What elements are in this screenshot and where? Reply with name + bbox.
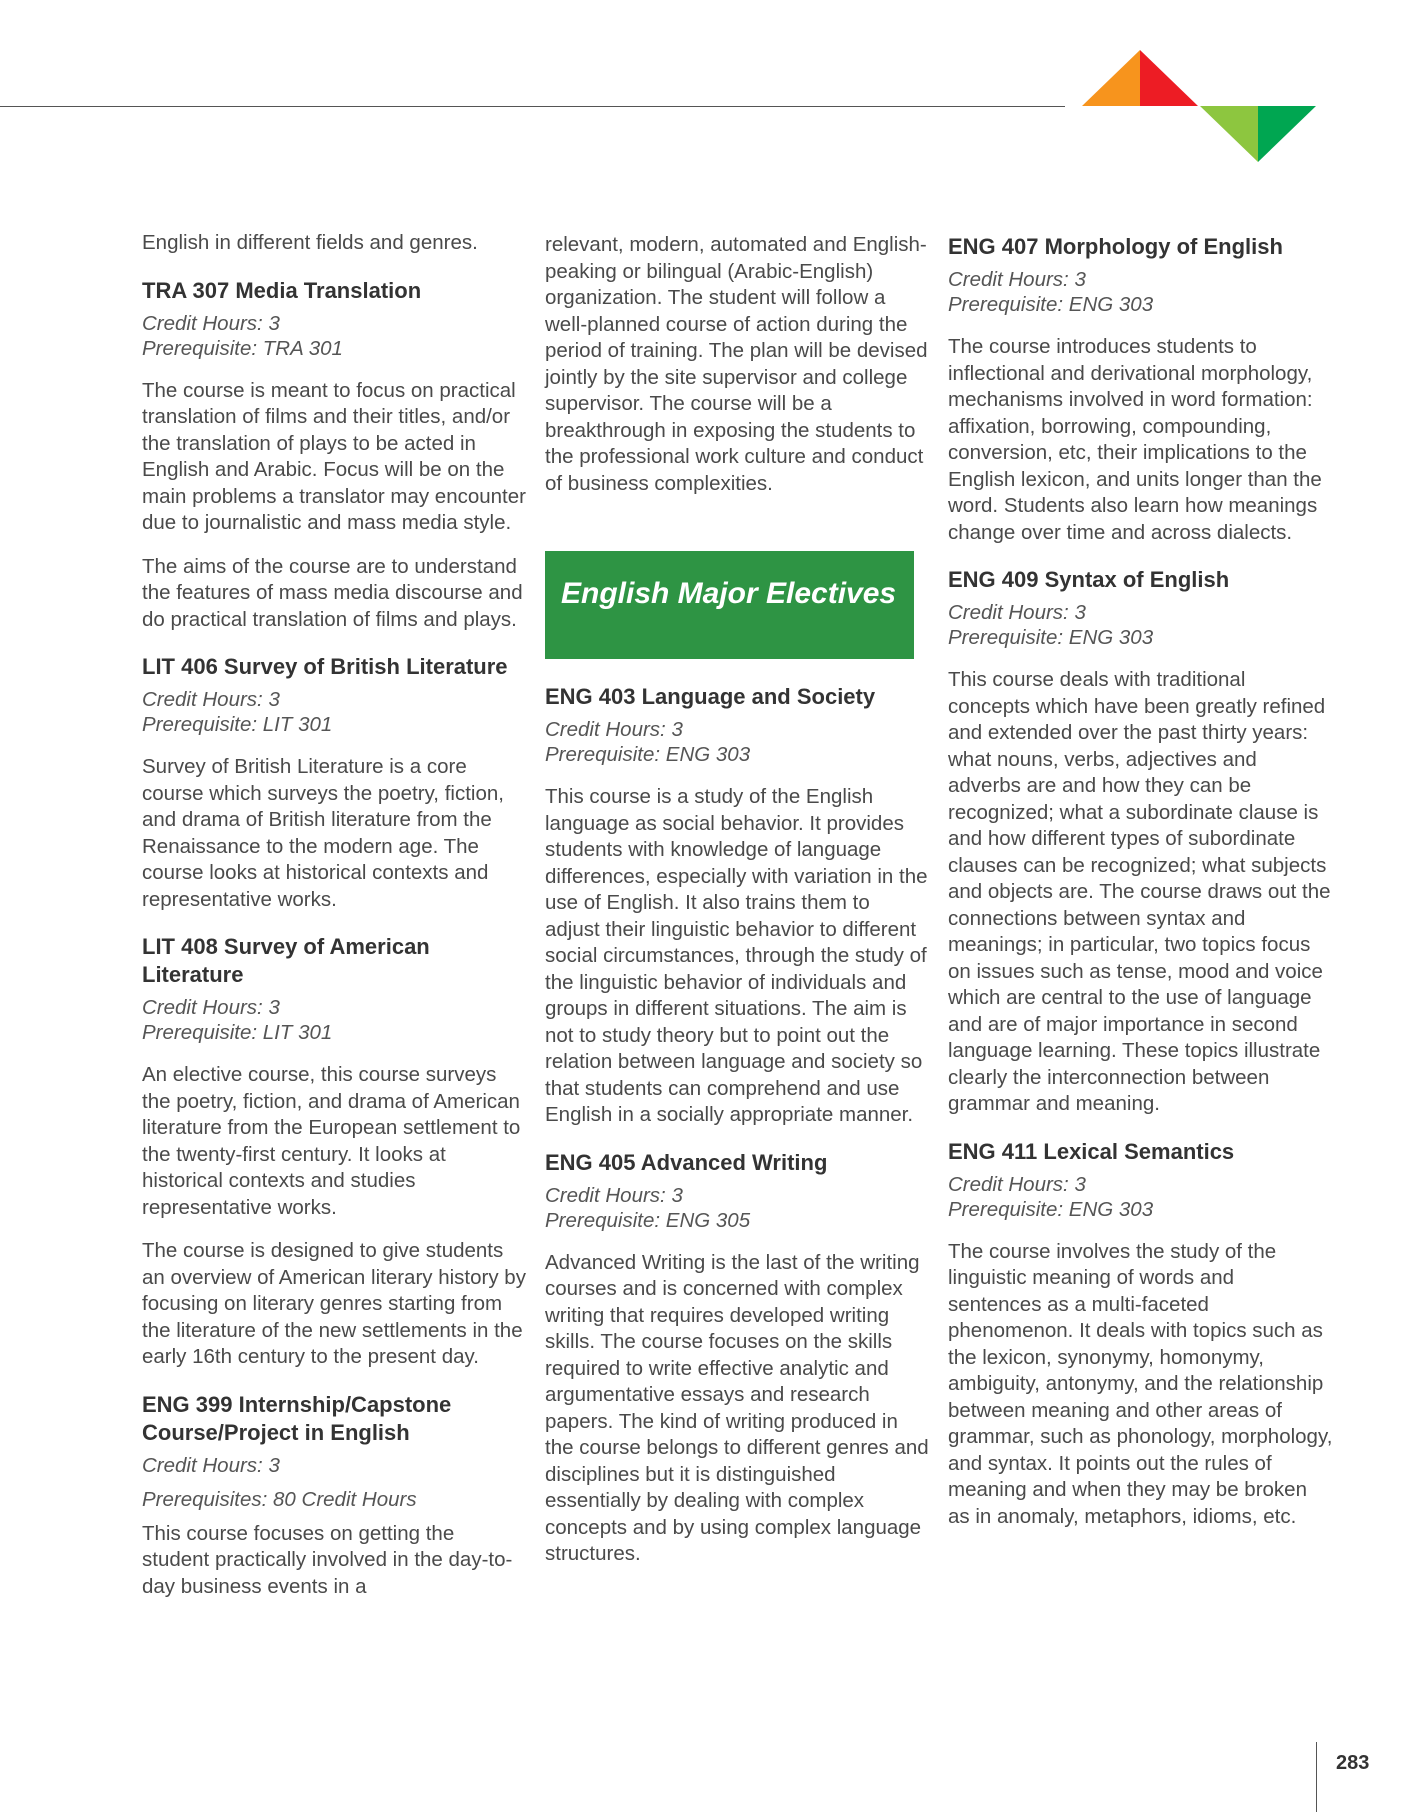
course-description: The course is designed to give students an overview of American literary history by focusing on literary genres starting from the literature of the new settlements in the early 16th century to the present day. [142,1239,526,1368]
course-title-eng405: ENG 405 Advanced Writing [545,1149,828,1175]
course-description: This course focuses on getting the student practically involved in the day-to-day business events in a [142,1521,513,1598]
triangle-logo-icon [1080,48,1320,163]
course-title-eng407: ENG 407 Morphology of English [948,234,1283,259]
prerequisite: Prerequisite: ENG 303 [948,1197,1154,1221]
course-title-lit408: LIT 408 Survey of American Literature [142,934,430,987]
prerequisite: Prerequisite: ENG 303 [545,743,751,766]
course-title-lit406: LIT 406 Survey of British Literature [142,654,508,679]
credit-hours: Credit Hours: 3 [545,718,683,741]
credit-hours: Credit Hours: 3 [142,688,280,711]
credit-hours: Credit Hours: 3 [142,311,280,335]
prerequisite: Prerequisite: LIT 301 [142,713,333,736]
course-description: An elective course, this course surveys the poetry, fiction, and drama of American literature from the European settlement to the twenty-first century. It looks at historical contexts and studies representative works. [142,1063,521,1219]
column-left [142,230,527,1600]
credit-hours: Credit Hours: 3 [948,1172,1086,1196]
course-title-eng409: ENG 409 Syntax of English [948,567,1230,592]
prerequisite: Prerequisite: ENG 303 [948,293,1154,316]
credit-hours: Credit Hours: 3 [948,268,1086,291]
course-title-eng399: ENG 399 Internship/Capstone Course/Project in English [142,1391,452,1445]
intro-text: English in different fields and genres. [142,231,478,254]
course-title-eng411: ENG 411 Lexical Semantics [948,1138,1235,1164]
credit-hours: Credit Hours: 3 [142,996,280,1019]
course-description: The course is meant to focus on practical translation of films and their titles, and/or the translation of plays to be acted in English and Arabic. Focus will be on the main problems a translator may encounter due to journalistic and mass media style. [142,378,526,534]
credit-hours: Credit Hours: 3 [545,1183,683,1207]
course-description: The course introduces students to inflectional and derivational morphology, mechanisms involved in word formation: affixation, borrowing, compounding, conversion, etc, their implications to the English lexicon, and units longer than the word. Students also learn how meanings change over time and across dialects. [948,335,1322,544]
prerequisite: Prerequisite: TRA 301 [142,336,343,360]
footer-rule [1316,1742,1317,1812]
prerequisite: Prerequisite: LIT 301 [142,1021,333,1044]
continued-description: relevant, modern, automated and English-peaking or bilingual (Arabic-English) organization. The student will follow a well-planned course of action during the period of training. The plan will be devised jointly by the site supervisor and college supervisor. The course will be a breakthrough in exposing the students to the professional work culture and conduct of business complexities. [545,233,928,495]
prerequisite: Prerequisite: ENG 303 [948,626,1154,649]
section-banner-title: English Major Electives [561,577,897,610]
prerequisite: Prerequisites: 80 Credit Hours [142,1487,417,1511]
column-middle [545,232,930,1568]
course-description: Survey of British Literature is a core course which surveys the poetry, fiction, and drama of British literature from the Renaissance to the modern age. The course looks at historical contexts and representative works. [142,755,504,911]
course-description: This course deals with traditional concepts which have been greatly refined and extended over the past thirty years: what nouns, verbs, adjectives and adverbs are and how they can be recognized; what a subordinate clause is and how different types of subordinate clauses can be recognized; what subjects and objects are. The course draws out the connections between syntax and meanings; in particular, two topics focus on issues such as tense, mood and voice which are central to the use of language and are of major importance in second language learning. These topics illustrate clearly the interconnection between grammar and meaning. [948,668,1331,1115]
prerequisite: Prerequisite: ENG 305 [545,1208,751,1232]
credit-hours: Credit Hours: 3 [948,601,1086,624]
course-title-eng403: ENG 403 Language and Society [545,684,876,709]
section-banner [545,551,914,659]
course-description: The course involves the study of the linguistic meaning of words and sentences as a multi-faceted phenomenon. It deals with topics such as the lexicon, synonymy, homonymy, ambiguity, antonymy, and the relationship between meaning and other areas of grammar, such as phonology, morphology, and syntax. It points out the rules of meaning and when they may be broken as in anomaly, metaphors, idioms, etc. [948,1239,1333,1528]
column-right [948,233,1333,1530]
course-title-tra307: TRA 307 Media Translation [142,277,422,303]
course-description: Advanced Writing is the last of the writing courses and is concerned with complex writing that requires developed writing skills. The course focuses on the skills required to write effective analytic and argumentative essays and research papers. The kind of writing produced in the course belongs to different genres and disciplines but it is distinguished essentially by dealing with complex concepts and by using complex language structures. [545,1250,929,1565]
course-description: This course is a study of the English language as social behavior. It provides students with knowledge of language differences, especially with variation in the use of English. It also trains them to adjust their linguistic behavior to different social circumstances, through the study of the linguistic behavior of individuals and groups in different situations. The aim is not to study theory but to point out the relation between language and society so that students can comprehend and use English in a socially appropriate manner. [545,785,928,1126]
course-description: The aims of the course are to understand the features of mass media discourse and do practical translation of films and plays. [142,554,523,631]
page-number: 283 [1336,1752,1370,1774]
header-rule [0,106,1065,107]
credit-hours: Credit Hours: 3 [142,1453,280,1477]
